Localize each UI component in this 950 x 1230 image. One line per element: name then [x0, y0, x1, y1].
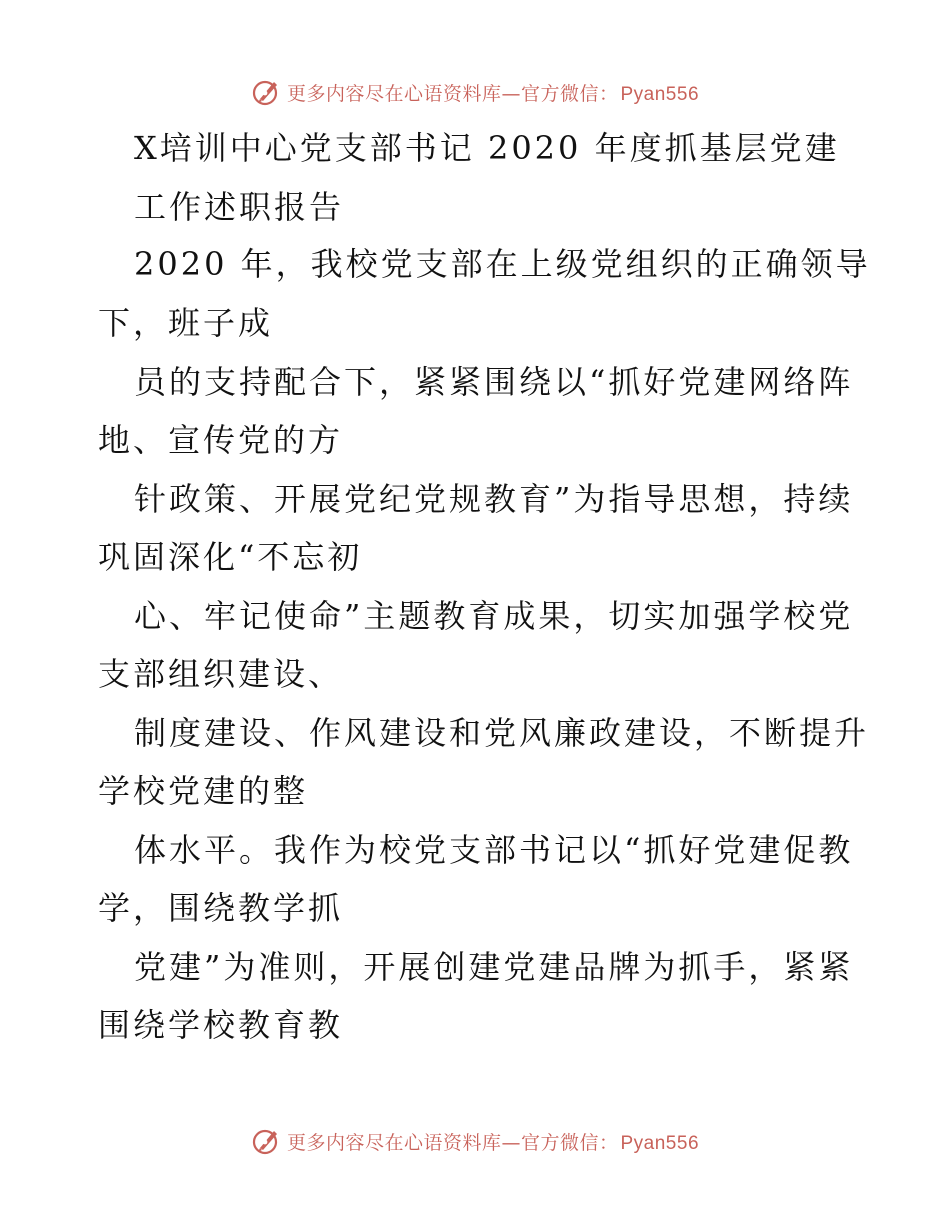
paragraph-line: 学校党建的整 [98, 772, 309, 810]
paragraph-line: 支部组织建设、 [98, 655, 344, 693]
paragraph-line: 心、牢记使命”主题教育成果，切实加强学校党 [134, 597, 854, 635]
watermark-wechat-id: Pyan556 [620, 83, 700, 105]
watermark-main-text: 更多内容尽在心语资料库—官方微信： [286, 82, 619, 105]
paragraph-line: 员的支持配合下，紧紧围绕以“抓好党建网络阵 [134, 363, 854, 401]
paragraph-line: 地、宣传党的方 [98, 421, 344, 459]
document-title-line-2: 工作述职报告 [134, 188, 345, 226]
paragraph-line: 制度建设、作风建设和党风廉政建设，不断提升 [134, 714, 870, 752]
watermark-text [287, 79, 699, 106]
header-watermark [0, 72, 950, 112]
document-title-line-1: X培训中心党支部书记 2020 年度抓基层党建 [134, 129, 840, 167]
paragraph-line: 2020 年，我校党支部在上级党组织的正确领导 [134, 245, 871, 283]
watermark-text [287, 1128, 699, 1155]
paragraph-line: 下，班子成 [98, 304, 274, 342]
paragraph-line: 针政策、开展党纪党规教育”为指导思想，持续 [134, 480, 854, 518]
footer-watermark [0, 1121, 950, 1161]
paragraph-line: 巩固深化“不忘初 [98, 538, 363, 576]
paragraph-line: 学，围绕教学抓 [98, 889, 344, 927]
feather-pen-logo-icon [251, 77, 281, 107]
paragraph-line: 围绕学校教育教 [98, 1006, 344, 1044]
paragraph-line: 体水平。我作为校党支部书记以“抓好党建促教 [134, 831, 854, 869]
feather-pen-logo-icon [251, 1126, 281, 1156]
paragraph-line: 党建”为准则，开展创建党建品牌为抓手，紧紧 [134, 948, 854, 986]
watermark-wechat-id: Pyan556 [620, 1132, 700, 1154]
watermark-main-text: 更多内容尽在心语资料库—官方微信： [286, 1131, 619, 1154]
